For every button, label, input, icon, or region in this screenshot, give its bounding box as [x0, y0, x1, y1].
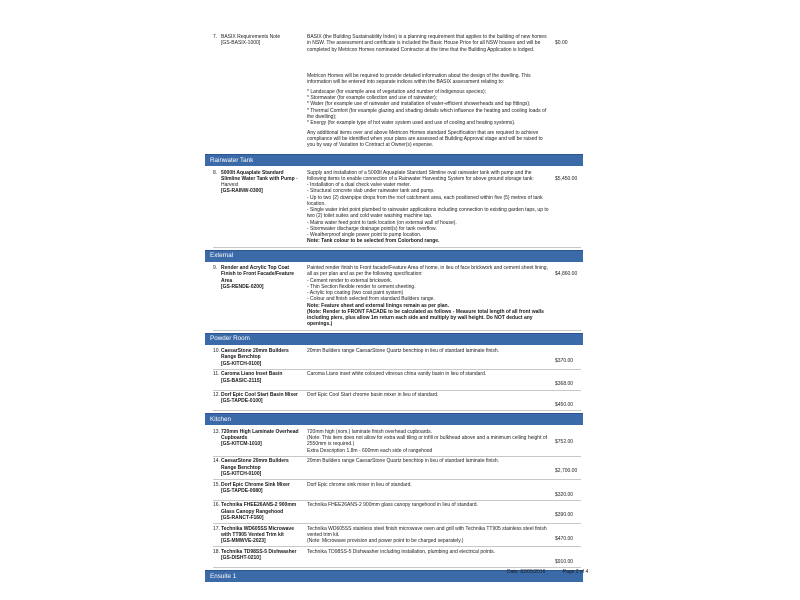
section-header: External	[205, 250, 583, 262]
item-name: CaesarStone 20mm Builders Range Benchtop	[221, 458, 289, 471]
description-text: Supply and installation of a 5000lt Aquaplate Standard Slimline oval rainwater tank with pump and the following items to enable connection of a Rainwater Harvesting System for above ground storage tank: - Installation of a dual check valve water meter. - Structural concrete slab under rainwater tank and pump. - Up to two (2) downpipe drops from the roof catchment area, each positioned within five (5) metres of tank location. - Single water inlet point plumbed to rainwater applications including connection to existing garden taps, up to two (2) toilet suites and cold water washing machine tap. - Mains water feed point to tank location (on external wall of house). - Stormwater discharge drainage point(s) for tank overflow. - Weatherproof single power point to pump location.	[307, 169, 549, 239]
item-number: 7.	[213, 34, 218, 40]
item-code: [GS-RAINW-0300]	[221, 188, 263, 195]
line-item	[213, 370, 581, 391]
description-text: 20mm Builders range CaesarStone Quartz benchtop in lieu of standard laminate finish.	[307, 458, 500, 465]
item-name-line	[221, 526, 304, 539]
item-number: 10.	[213, 348, 220, 355]
item-description	[307, 371, 555, 377]
line-item-basix	[213, 30, 581, 152]
item-name: Render and Acrylic Top Coat Finish to Front Facade/Feature Area	[221, 265, 295, 284]
item-description	[307, 549, 555, 555]
description-text: Dorf Epic Cool Start chrome basin mixer in lieu of standard.	[307, 392, 439, 399]
item-description	[307, 429, 555, 454]
item-code: [GS-TAPDE-0080]	[221, 487, 263, 494]
item-name: Technika WD605SS Microwave with TT905 Vented Trim kit	[221, 525, 294, 538]
item-number: 13.	[213, 428, 220, 435]
description-paragraph: * Landscape (for example area of vegetation and number of indigenous species); * Stormwater (for example collection and use of rainwater); * Water (for example use of rainwater and installation of water-efficient showerheads and tap fittings); * Thermal Comfort (for example glazing and shading details which influence the heating and cooling loads of the dwelling); * Energy (for example type of hot water system used and use of cooling and heating systems).	[307, 88, 547, 126]
item-number: 18.	[213, 548, 220, 555]
item-description	[307, 458, 555, 464]
item-price: $910.00	[555, 558, 574, 565]
item-name-block	[221, 371, 307, 384]
item-name: 720mm High Laminate Overhead Cupboards	[221, 428, 299, 442]
description-text: 20mm Builders range CaesarStone Quartz benchtop in lieu of standard laminate finish.	[307, 348, 500, 355]
item-description	[307, 392, 555, 398]
item-description	[307, 482, 555, 488]
item-price: $0.00	[555, 40, 568, 46]
line-item	[213, 168, 581, 248]
item-price: $368.00	[555, 381, 574, 388]
description-paragraph: Any additional items over and above Metricon Homes standard Specification that are required to achieve compliance will be identified when your plans are assessed at Building Approval stage and will be raised to you by way of Variation to Contract at Owner(s) expense.	[307, 129, 543, 149]
item-code: [GS-TAPDE-0100]	[221, 398, 263, 405]
line-item	[213, 347, 581, 370]
description-text: Caroma Liano inset white coloured vitreous china vanity basin in lieu of standard.	[307, 371, 487, 378]
item-description	[307, 34, 555, 152]
item-price: $390.00	[555, 512, 574, 519]
item-name: 5000lt Aquaplate Standard Slimline Water Tank with Pump	[221, 169, 295, 182]
line-item	[213, 480, 581, 501]
item-name-suffix: - Harvest	[221, 175, 298, 189]
description-note: Note: Feature sheet and external linings remain as per plan. (Note: Render to FRONT FACADE to be calculated as follows - Measure total length of all front walls including piers, plus allow 1m return each side and multiply by wall height. Do NOT deduct any openings.)	[307, 302, 544, 328]
line-item	[213, 501, 581, 524]
item-name-line	[221, 429, 304, 442]
item-number: 12.	[213, 392, 220, 399]
description-paragraph: Metricon Homes will be required to provide detailed information about the design of the dwelling. This information will be entered into separate indices within the BASIX assessment relating to:	[307, 72, 531, 85]
line-item	[213, 524, 581, 547]
description-note: Note: Tank colour to be selected from Colorbond range.	[307, 238, 440, 245]
item-name-block	[221, 348, 307, 367]
description-text: Technika WD605SS stainless steel finish microwave oven and grill with Technika TT905 stainless steel finish vented trim kit. (Note: Microwave provision and power point to be charged separately.)	[307, 525, 547, 545]
item-price: $2,700.00	[555, 468, 578, 475]
description-text: Dorf Epic chrome sink mixer in lieu of standard.	[307, 481, 412, 488]
item-name-line	[221, 265, 304, 284]
line-item	[213, 391, 581, 412]
item-name: Dorf Epic Chrome Sink Mixer	[221, 481, 290, 488]
footer-page: Page 2 of 4	[562, 569, 589, 575]
item-name-line	[221, 170, 304, 189]
item-description	[307, 265, 555, 328]
item-name-line	[221, 458, 304, 471]
item-number: 9.	[213, 265, 218, 272]
item-price: $450.00	[555, 402, 574, 409]
item-name-line	[221, 502, 304, 515]
item-name: Caroma Liano Inset Basin	[221, 371, 283, 378]
item-number: 16.	[213, 502, 220, 509]
item-name: Technika TD98SS-5 Dishwasher	[221, 548, 297, 555]
item-code: [GS-KITCM-1010]	[221, 441, 262, 448]
item-number: 14.	[213, 458, 220, 465]
item-name-block	[221, 549, 307, 562]
item-price: $4,860.00	[555, 271, 578, 278]
item-number: 17.	[213, 525, 220, 532]
item-name-block	[221, 482, 307, 495]
description-text: Painted render finish to Front facade/Feature Area of home, in lieu of face brickwork and cement sheet lining, all as per plan and as per the following specification: - Cement render to external brickwork. - Thin Section flexible render to cement sheeting. - Acrylic top coating (two coat paint system) - Colour and finish selected from standard Builders range.	[307, 265, 548, 303]
item-description	[307, 502, 555, 508]
item-description	[307, 170, 555, 245]
line-item	[213, 264, 581, 331]
line-item	[213, 547, 581, 568]
item-name-block	[221, 502, 307, 521]
item-name-block	[221, 170, 307, 195]
item-number: 11.	[213, 371, 220, 378]
item-number: 8.	[213, 169, 218, 176]
section-header: Ensuite 1	[205, 570, 583, 582]
section-header: Rainwater Tank	[205, 154, 583, 166]
item-code: [GS-KITCH-0100]	[221, 360, 262, 367]
item-code: [GS-KITCH-0100]	[221, 470, 262, 477]
item-price: $370.00	[555, 358, 574, 365]
item-price: $320.00	[555, 491, 574, 498]
item-price: $5,450.00	[555, 175, 578, 182]
item-name-line	[221, 348, 304, 361]
item-name: Technika FHEE26ANS-2 900mm Glass Canopy Rangehood	[221, 502, 297, 515]
item-name-block	[221, 265, 307, 290]
item-name: CaesarStone 20mm Builders Range Benchtop	[221, 348, 289, 361]
item-name: Dorf Epic Cool Start Basin Mixer	[221, 392, 298, 399]
item-price: $752.00	[555, 438, 574, 445]
item-name-block	[221, 458, 307, 477]
item-name-block	[221, 34, 307, 47]
item-number: 15.	[213, 481, 220, 488]
item-code: [GS-RANCT-F160]	[221, 514, 264, 521]
item-code: [GS-BASIC-2115]	[221, 377, 262, 384]
item-name: BASIX Requirements Note	[221, 34, 281, 40]
item-description	[307, 348, 555, 354]
section-header: Kitchen	[205, 413, 583, 425]
section-header: Powder Room	[205, 333, 583, 345]
item-name-block	[221, 429, 307, 448]
item-description	[307, 526, 555, 545]
sections-container	[210, 154, 581, 582]
item-name-block	[221, 526, 307, 545]
line-item	[213, 457, 581, 480]
item-name-block	[221, 392, 307, 405]
page-footer	[507, 569, 604, 575]
item-code: [GS-RENDE-0200]	[221, 283, 264, 290]
description-paragraph: BASIX (the Building Sustainability Index) is a planning requirement that applies to the building of new homes in NSW. The assessment and certificate is included the Basic House Price for all NSW houses and will be completed by Metricon Homes nominated Contractor at the time that the Building Application is lodged.	[307, 34, 547, 53]
item-code: [GS-DISHT-0210]	[221, 555, 261, 562]
line-item	[213, 427, 581, 457]
item-code: [GS-MMWVE-2023]	[221, 538, 266, 545]
item-code: [GS-BASIX-1000]	[221, 40, 261, 47]
item-price: $470.00	[555, 535, 574, 542]
document-page	[210, 30, 581, 584]
description-text: Technika FHEE26ANS-2 900mm glass canopy rangehood in lieu of standard.	[307, 502, 478, 509]
footer-date: Date: 02/05/2016	[507, 569, 546, 575]
description-text: Technika TD98SS-5 Dishwasher including installation, plumbing and electrical points.	[307, 548, 496, 555]
description-text: 720mm high (nom.) laminate finish overhead cupboards. (Note: This item does not allow for extra wall tiling or infill or bulkhead above and a minimum ceiling height of 2550mm is required.) Extra Description 1.8m - 600mm each side of rangehood	[307, 428, 548, 454]
